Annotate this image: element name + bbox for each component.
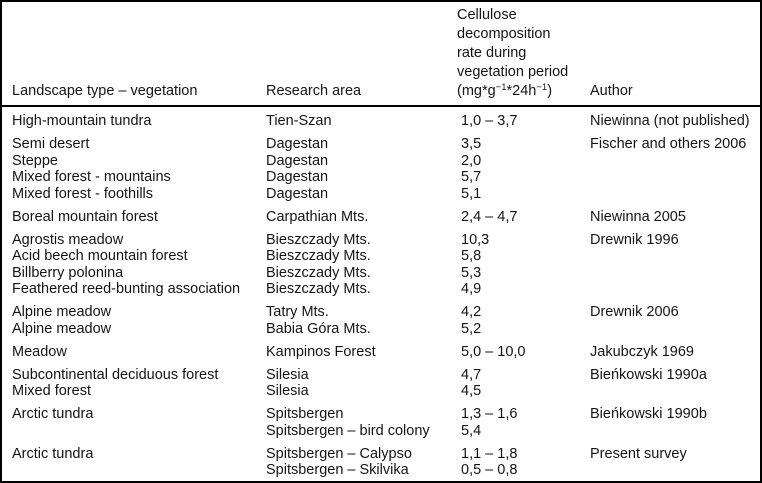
cell-author (590, 423, 756, 440)
cell-landscape: Feathered reed-bunting association (12, 281, 241, 297)
table-row (12, 209, 756, 226)
table-row (12, 321, 756, 338)
cell-rate: 5,4 (461, 422, 482, 439)
cell-area: Bieszczady Mts. (266, 231, 371, 248)
cell-area: Spitsbergen (266, 406, 344, 422)
table-row (12, 265, 756, 282)
rate-header-line-3: rate during (457, 45, 527, 61)
cell-rate: 1,1 – 1,8 (461, 445, 518, 462)
table-row (12, 113, 756, 130)
rate-header-line-2: decomposition (457, 26, 551, 42)
cell-rate: 5,8 (461, 248, 482, 264)
cell-landscape: Mixed forest (12, 383, 91, 399)
cell-area: Bieszczady Mts. (266, 264, 371, 281)
cell-author (590, 186, 756, 203)
cell-rate: 3,5 (461, 136, 482, 152)
cell-author (590, 265, 756, 282)
cell-author: Present survey (590, 445, 687, 462)
cell-area: Dagestan (266, 169, 329, 185)
cell-landscape: Arctic tundra (12, 445, 94, 462)
cell-landscape: Subcontinental deciduous forest (12, 366, 219, 383)
cell-rate: 4,2 (461, 304, 482, 320)
table-body (2, 107, 760, 479)
column-header-research-area: Research area (266, 83, 362, 99)
table-row (12, 406, 756, 423)
cell-rate: 4,7 (461, 366, 482, 383)
cell-area: Spitsbergen – bird colony (266, 422, 430, 439)
cell-area: Bieszczady Mts. (266, 248, 371, 264)
cell-landscape: Boreal mountain forest (12, 208, 158, 225)
cell-rate: 1,0 – 3,7 (461, 113, 518, 129)
cell-rate: 4,5 (461, 383, 482, 399)
cell-author: Bieńkowski 1990b (590, 406, 707, 422)
cell-landscape: Steppe (12, 152, 58, 169)
cell-landscape: Alpine meadow (12, 320, 112, 337)
cell-landscape: Meadow (12, 343, 67, 360)
cell-rate: 5,1 (461, 185, 482, 202)
cell-rate: 4,9 (461, 281, 482, 297)
table-row (12, 344, 756, 361)
cell-area: Tien-Szan (266, 113, 332, 129)
table-row (12, 281, 756, 298)
cell-author (590, 248, 756, 265)
table-row (12, 446, 756, 463)
table-row (12, 383, 756, 400)
table-row (12, 232, 756, 249)
rate-header-line-4: vegetation period (457, 64, 569, 80)
cell-landscape: Agrostis meadow (12, 231, 124, 248)
cell-rate: 5,3 (461, 264, 482, 281)
cell-area: Kampinos Forest (266, 343, 376, 360)
table-row (12, 136, 756, 153)
cell-area: Silesia (266, 383, 309, 399)
cell-author (590, 169, 756, 186)
table-header-row (2, 2, 760, 107)
rate-header-unit: $(mg*g^{-1}*24h^{-1})$ (457, 82, 553, 99)
cell-author: Jakubczyk 1969 (590, 343, 694, 360)
cell-author (590, 153, 756, 170)
cell-author (590, 462, 756, 479)
cell-rate: 1,3 – 1,6 (461, 406, 518, 422)
cell-rate: 2,4 – 4,7 (461, 208, 518, 225)
cell-area: Silesia (266, 366, 309, 383)
column-header-author: Author (590, 83, 633, 99)
cell-area: Tatry Mts. (266, 304, 329, 320)
cell-rate: 0,5 – 0,8 (461, 462, 518, 478)
cell-landscape: Alpine meadow (12, 304, 112, 320)
cell-landscape (12, 462, 266, 479)
cell-author (590, 383, 756, 400)
cell-area: Bieszczady Mts. (266, 281, 371, 297)
table-row (12, 462, 756, 479)
table-row (12, 248, 756, 265)
cell-landscape: Semi desert (12, 136, 90, 152)
cell-author: Drewnik 2006 (590, 304, 679, 320)
cell-rate: 5,2 (461, 320, 482, 337)
cell-rate: 5,7 (461, 169, 482, 185)
cell-rate: 5,0 – 10,0 (461, 343, 526, 360)
rate-header-line-1: Cellulose (457, 7, 517, 23)
cell-area: Dagestan (266, 185, 329, 202)
cell-author (590, 281, 756, 298)
cell-landscape: Billberry polonina (12, 264, 124, 281)
cell-area: Spitsbergen – Skilvika (266, 462, 409, 478)
cell-landscape: Mixed forest - mountains (12, 169, 171, 185)
table-row (12, 304, 756, 321)
cell-area: Spitsbergen – Calypso (266, 445, 412, 462)
column-header-landscape: Landscape type – vegetation (12, 83, 198, 99)
cell-landscape: Arctic tundra (12, 406, 94, 422)
cell-rate: 10,3 (461, 231, 490, 248)
cell-landscape: High-mountain tundra (12, 113, 152, 129)
cell-area: Dagestan (266, 152, 329, 169)
cell-area: Babia Góra Mts. (266, 320, 371, 337)
cell-author: Fischer and others 2006 (590, 136, 747, 152)
cell-landscape: Acid beech mountain forest (12, 248, 188, 264)
column-header-rate (457, 6, 590, 101)
cell-author: Niewinna 2005 (590, 208, 686, 225)
cell-area: Dagestan (266, 136, 329, 152)
cell-author: Niewinna (not published) (590, 113, 750, 129)
cell-author: Bieńkowski 1990a (590, 366, 707, 383)
cell-author (590, 321, 756, 338)
table-row (12, 169, 756, 186)
table-row (12, 423, 756, 440)
cell-landscape (12, 423, 266, 440)
cell-area: Carpathian Mts. (266, 208, 369, 225)
table-row (12, 367, 756, 384)
table-row (12, 186, 756, 203)
cell-author: Drewnik 1996 (590, 231, 679, 248)
cell-rate: 2,0 (461, 152, 482, 169)
table-row (12, 153, 756, 170)
cell-landscape: Mixed forest - foothills (12, 185, 154, 202)
